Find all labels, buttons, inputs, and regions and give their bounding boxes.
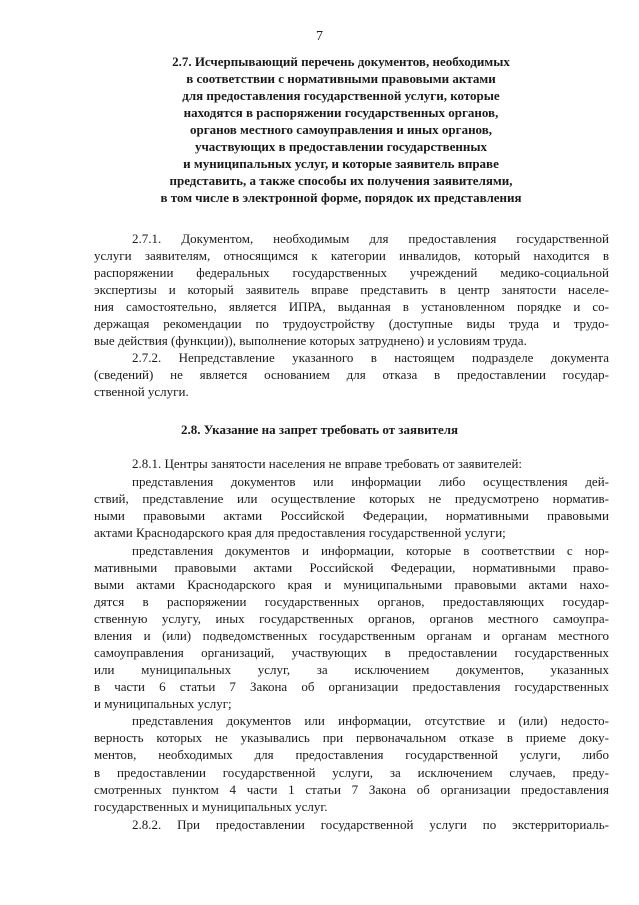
paragraph-line: верность которых не указывались при первоначальном отказе в приеме доку- [94, 730, 609, 745]
paragraph-line: ными правовыми актами Российской Федерации, нормативными правовыми [94, 508, 609, 523]
heading-line: для предоставления государственной услуги, которые [182, 88, 500, 103]
paragraph-line: (сведений) не является основанием для отказа в предоставлении государ- [94, 367, 609, 382]
paragraph-line: смотренных пунктом 4 части 1 статьи 7 Закона об организации предоставления [94, 782, 609, 797]
paragraph-line: вые действия (функции)), выполнение которых затруднено) и условиям труда. [94, 333, 527, 348]
heading-line: и муниципальных услуг, и которые заявитель вправе [183, 156, 499, 171]
paragraph-line: дятся в распоряжении государственных органов, предоставляющих государ- [94, 594, 609, 609]
paragraph-line: самоуправления организаций, участвующих в предоставлении государственных [94, 645, 609, 660]
paragraph-line: представления документов или информации, отсутствие и (или) недосто- [132, 713, 609, 728]
paragraph-line: распоряжении федеральных государственных учреждений медико-социальной [94, 265, 609, 280]
paragraph-line: 2.8.2. При предоставлении государственной услуги по экстерриториаль- [132, 817, 609, 832]
paragraph-line: 2.8.1. Центры занятости населения не вправе требовать от заявителей: [132, 456, 523, 471]
section-2-8-title: 2.8. Указание на запрет требовать от заявителя [180, 422, 459, 437]
paragraph-line: государственных и муниципальных услуг. [94, 799, 328, 814]
heading-line: участвующих в предоставлении государственных [194, 139, 488, 154]
paragraph-line: экспертизы и который заявитель вправе представить в центр занятости населе- [94, 282, 609, 297]
paragraph-line: в части 6 статьи 7 Закона об организации предоставления государственных [94, 679, 609, 694]
paragraph-line: выми актами Краснодарского края и муниципальными правовыми актами нахо- [94, 577, 609, 592]
paragraph-line: услуги заявителям, относящимся к категории инвалидов, который находится в [94, 248, 609, 263]
paragraph-line: ния самостоятельно, является ИПРА, выданная в установленном порядке и со- [94, 299, 609, 314]
paragraph-line: 2.7.1. Документом, необходимым для предоставления государственной [132, 231, 609, 246]
heading-line: представить, а также способы их получения заявителями, [169, 173, 513, 188]
section-2-7-heading [100, 53, 582, 206]
paragraph-line: вления и (или) подведомственных государственным органам и органам местного [94, 628, 609, 643]
paragraph-line: ментов, необходимых для предоставления государственной услуги, либо [94, 747, 609, 762]
paragraph-line: в предоставлении государственной услуги, за исключением случаев, преду- [94, 765, 609, 780]
paragraph-line: или муниципальных услуг, за исключением документов, указанных [94, 662, 609, 677]
paragraph-line: актами Краснодарского края для предоставления государственной услуги; [94, 525, 506, 540]
heading-line: находятся в распоряжении государственных органов, [183, 105, 499, 120]
paragraph-line: держащая рекомендации по трудоустройству (доступные виды труда и трудо- [94, 316, 609, 331]
paragraph-line: ственной услуги. [94, 384, 189, 399]
heading-line: органов местного самоуправления и иных органов, [189, 122, 493, 137]
paragraph-line: и муниципальных услуг; [94, 696, 232, 711]
paragraph-line: 2.7.2. Непредставление указанного в настоящем подразделе документа [132, 350, 609, 365]
paragraph-line: ственную услугу, иных государственных органов, органов местного самоупра- [94, 611, 609, 626]
heading-line: 2.7. Исчерпывающий перечень документов, необходимых [172, 54, 510, 69]
paragraph-line: представления документов или информации либо осуществления дей- [132, 474, 609, 489]
paragraph-line: представления документов и информации, которые в соответствии с нор- [132, 543, 609, 558]
paragraph-line: ствий, представление или осуществление которых не предусмотрено норматив- [94, 491, 609, 506]
heading-line: в том числе в электронной форме, порядок их представления [160, 190, 522, 205]
page-number: 7 [316, 29, 323, 44]
heading-line: в соответствии с нормативными правовыми актами [186, 71, 496, 86]
paragraph-line: мативными правовыми актами Российской Федерации, нормативными право- [94, 560, 609, 575]
